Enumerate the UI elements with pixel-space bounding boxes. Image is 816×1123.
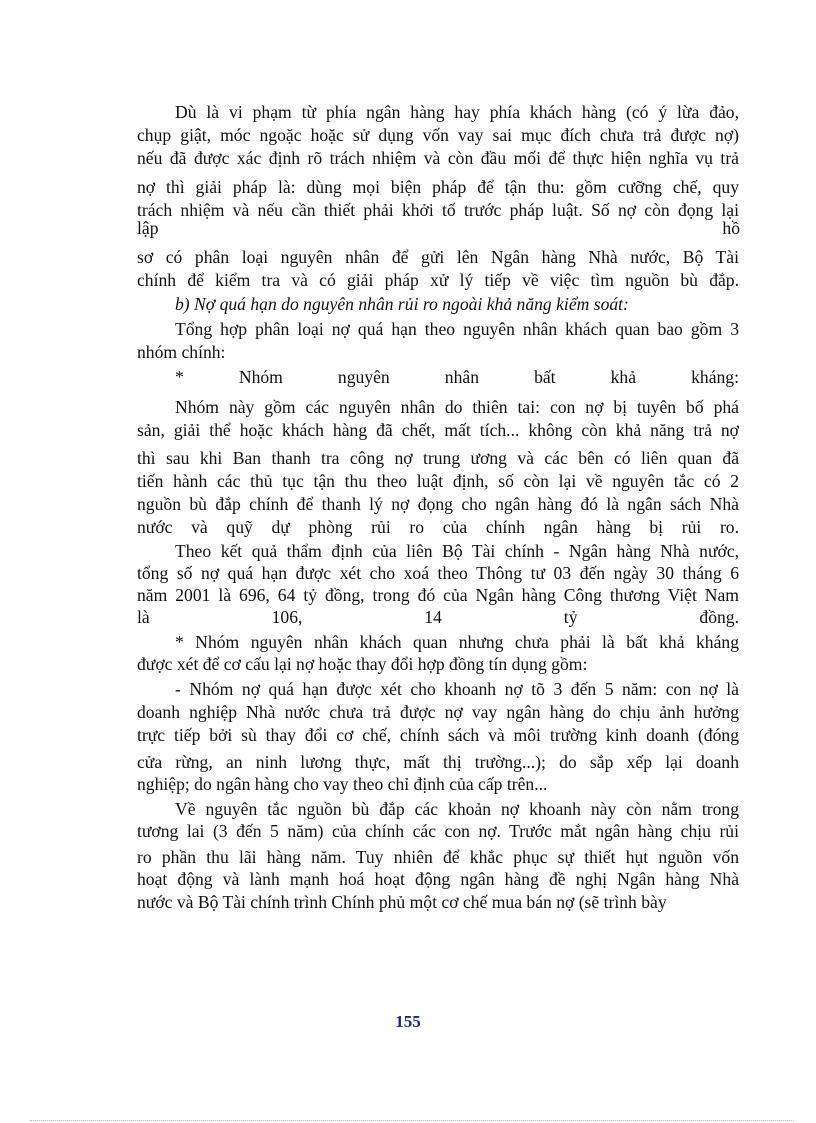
text-line: chính để kiểm tra và có giải pháp xử lý tiếp về việc tìm nguồn bù đắp. (137, 270, 739, 290)
text-line: * Nhóm nguyên nhân khách quan nhưng chưa phải là bất khả kháng (175, 632, 739, 652)
page-number: 155 (395, 1012, 421, 1031)
text-line: Tổng hợp phân loại nợ quá hạn theo nguyên nhân khách quan bao gồm 3 (175, 319, 739, 339)
text-line: lập (137, 218, 159, 238)
text-line: tiến hành các thủ tục tận thu theo luật định, số còn lại về nguyên tắc có 2 (137, 471, 739, 491)
section-heading: b) Nợ quá hạn do nguyên nhân rủi ro ngoài khả năng kiểm soát: (175, 294, 629, 314)
text-line: Dù là vi phạm từ phía ngân hàng hay phía khách hàng (có ý lừa đảo, (175, 102, 739, 122)
text-line: tương lai (3 đến 5 năm) của chính các con nợ. Trước mắt ngân hàng chịu rủi (137, 821, 739, 841)
text-line: sơ có phân loại nguyên nhân để gửi lên Ngân hàng Nhà nước, Bộ Tài (137, 247, 739, 267)
text-line: được xét để cơ cấu lại nợ hoặc thay đổi hợp đồng tín dụng gồm: (137, 654, 588, 674)
text-line: nếu đã được xác định rõ trách nhiệm và còn đầu mối để thực hiện nghĩa vụ trả (137, 148, 739, 168)
text-line: Theo kết quả thẩm định của liên Bộ Tài chính - Ngân hàng Nhà nước, (175, 541, 739, 561)
text-line: - Nhóm nợ quá hạn được xét cho khoanh nợ tõ 3 đến 5 năm: con nợ là (175, 679, 739, 699)
text-line: hoạt động và lành mạnh hoá hoạt động ngân hàng đề nghị Ngân hàng Nhà (137, 869, 739, 889)
text-line: nợ thì giải pháp là: dùng mọi biện pháp để tận thu: gồm cưỡng chế, quy (137, 177, 739, 197)
text-line: nguồn bù đắp chính để thanh lý nợ đọng cho ngân hàng đó là ngân sách Nhà (137, 494, 739, 514)
text-line: trực tiếp bởi sù thay đổi cơ chế, chính sách và môi trường kinh doanh (đóng (137, 725, 739, 745)
text-line: Về nguyên tắc nguồn bù đắp các khoản nợ khoanh này còn nằm trong (175, 799, 739, 819)
text-line: nước và Bộ Tài chính trình Chính phủ một cơ chế mua bán nợ (sẽ trình bày (137, 892, 667, 912)
text-line: ro phần thu lãi hàng năm. Tuy nhiên để khắc phục sự thiết hụt nguồn vốn (137, 847, 739, 867)
text-line: sản, giải thể hoặc khách hàng đã chết, mất tích... không còn khả năng trả nợ (137, 420, 739, 440)
page-bottom-divider (30, 1120, 794, 1121)
text-line: nước và quỹ dự phòng rủi ro của chính ngân hàng bị rủi ro. (137, 517, 739, 537)
text-line: nghiệp; do ngân hàng cho vay theo chỉ định của cấp trên... (137, 774, 548, 794)
text-line: năm 2001 là 696, 64 tỷ đồng, trong đó của Ngân hàng Công thương Việt Nam (137, 585, 739, 605)
text-line: cửa rừng, an ninh lương thực, mất thị trường...); do sắp xếp lại doanh (137, 752, 739, 772)
text-line: * Nhóm nguyên nhân bất khả kháng: (175, 367, 739, 387)
text-line: chụp giật, móc ngoặc hoặc sử dụng vốn vay sai mục đích chưa trả được nợ) (137, 125, 739, 145)
text-line: thì sau khi Ban thanh tra công nợ trung ương và các bên có liên quan đã (137, 448, 739, 468)
text-line: Nhóm này gồm các nguyên nhân do thiên tai: con nợ bị tuyên bố phá (175, 397, 739, 417)
text-line: là 106, 14 tỷ đồng. (137, 607, 739, 627)
text-line: nhóm chính: (137, 342, 226, 362)
text-line: tổng số nợ quá hạn được xét cho xoá theo Thông tư 03 đến ngày 30 tháng 6 (137, 563, 739, 583)
text-line: hồ (722, 218, 740, 238)
text-line: trách nhiệm và nếu cần thiết phải khởi tố trước pháp luật. Số nợ còn đọng lại (137, 200, 739, 220)
text-line: doanh nghiệp Nhà nước chưa trả được nợ vay ngân hàng do chịu ảnh hưởng (137, 702, 739, 722)
